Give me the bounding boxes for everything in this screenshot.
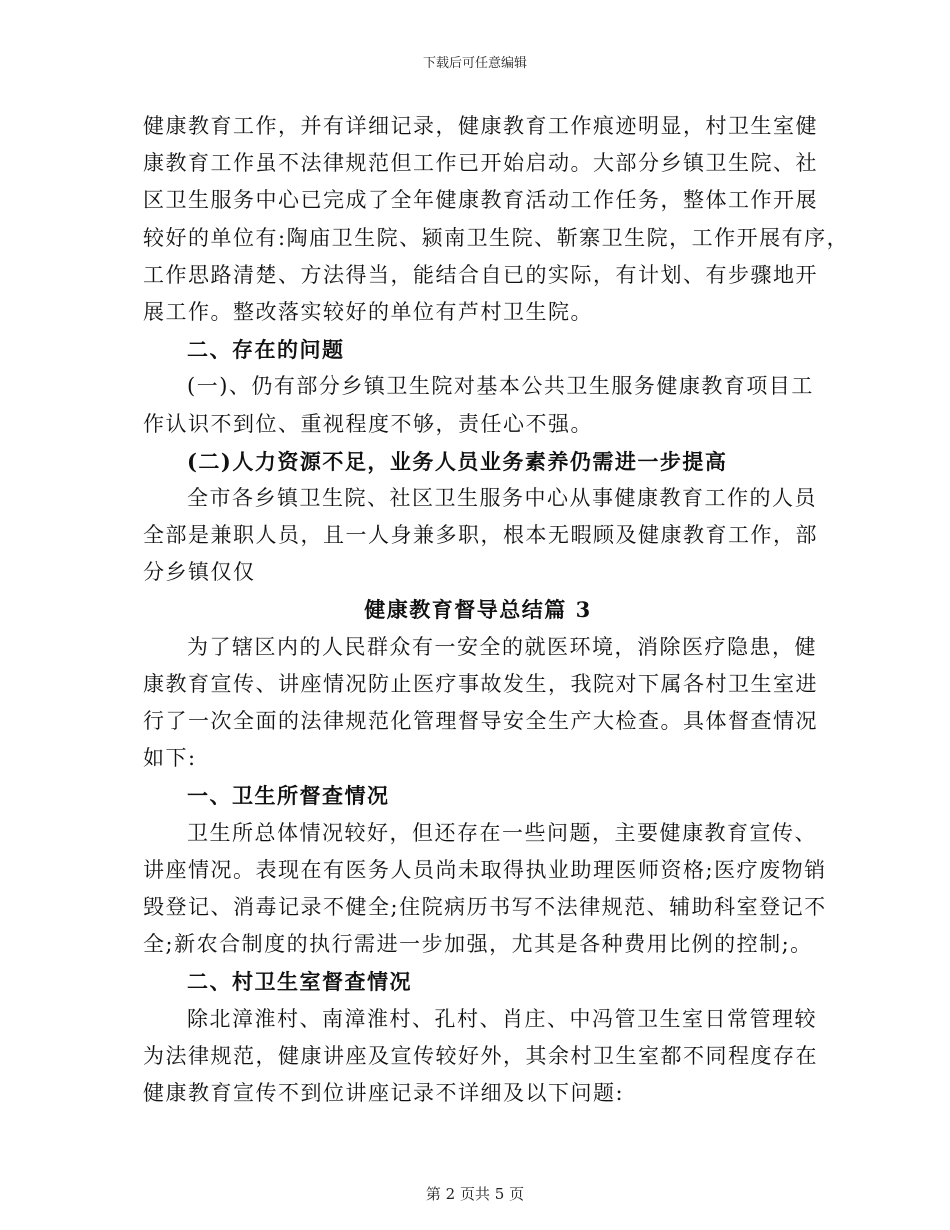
paragraph-line: 分乡镇仅仅: [143, 560, 256, 585]
paragraph-line: 工作思路清楚、方法得当，能结合自已的实际，有计划、有步骤地开: [143, 262, 818, 287]
paragraph-line: 作认识不到位、重视程度不够，责任心不强。: [143, 411, 593, 436]
paragraph-line: 健康教育工作，并有详细记录，健康教育工作痕迹明显，村卫生室健: [143, 114, 818, 138]
paragraph-line: 毁登记、消毒记录不健全;住院病历书写不法律规范、辅助科室登记不: [143, 894, 827, 919]
paragraph-line: 行了一次全面的法律规范化管理督导安全生产大检查。具体督查情况: [143, 709, 818, 733]
section-heading: 二、存在的问题: [187, 337, 345, 363]
page-footer: 第 2 页共 5 页: [425, 1185, 525, 1203]
section-heading: 一、卫生所督查情况: [187, 783, 390, 809]
section-heading: 二、村卫生室督查情况: [187, 969, 412, 995]
paragraph-line: 全市各乡镇卫生院、社区卫生服务中心从事健康教育工作的人员: [187, 485, 817, 510]
paragraph-line: 区卫生服务中心已完成了全年健康教育活动工作任务，整体工作开展: [143, 188, 818, 213]
paragraph-line: 为法律规范，健康讲座及宣传较好外，其余村卫生室都不同程度存在: [143, 1043, 818, 1068]
paragraph-line: 如下:: [143, 746, 197, 771]
paragraph-line: 健康教育宣传不到位讲座记录不详细及以下问题:: [143, 1080, 625, 1105]
paragraph-line: 康教育宣传、讲座情况防止医疗事故发生，我院对下属各村卫生室进: [143, 671, 818, 696]
paragraph-line: 为了辖区内的人民群众有一安全的就医环境，消除医疗隐患，健: [187, 634, 817, 659]
document-body: [143, 108, 850, 1112]
paragraph-line: 全部是兼职人员，且一人身兼多职，根本无暇顾及健康教育工作，部: [143, 523, 818, 548]
subsection-heading: (二)人力资源不足，业务人员业务素养仍需进一步提高: [187, 448, 728, 474]
paragraph-line: 除北漳淮村、南漳淮村、孔村、肖庄、中冯管卫生室日常管理较: [187, 1006, 817, 1031]
article-title: 健康教育督导总结篇 3: [364, 597, 592, 623]
paragraph-line: 全;新农合制度的执行需进一步加强，尤其是各种费用比例的控制;。: [143, 932, 813, 957]
paragraph-line: 卫生所总体情况较好，但还存在一些问题，主要健康教育宣传、: [187, 820, 817, 845]
paragraph-line: 展工作。整改落实较好的单位有芦村卫生院。: [143, 299, 593, 324]
paragraph-line: 较好的单位有:陶庙卫生院、颍南卫生院、靳寨卫生院，工作开展有序，: [143, 225, 850, 250]
page-header: 下载后可任意编辑: [422, 56, 527, 71]
paragraph-line: 讲座情况。表现在有医务人员尚未取得执业助理医师资格;医疗废物销: [143, 857, 827, 882]
paragraph-line: (一)、仍有部分乡镇卫生院对基本公共卫生服务健康教育项目工: [187, 374, 814, 399]
paragraph-line: 康教育工作虽不法律规范但工作已开始启动。大部分乡镇卫生院、社: [143, 151, 818, 176]
